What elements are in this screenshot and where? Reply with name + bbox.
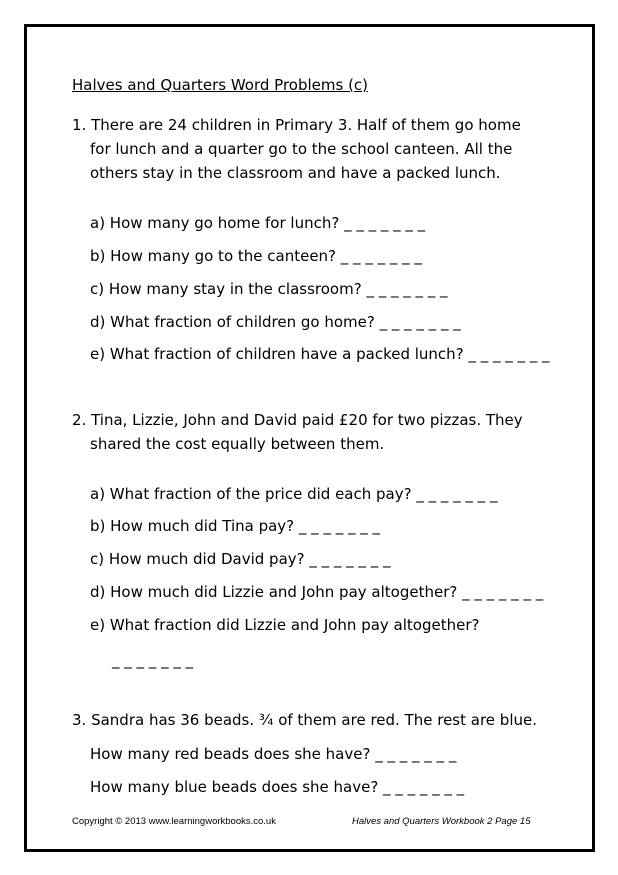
q3-line: 3. Sandra has 36 beads. ¾ of them are red. The rest are blue. [72, 711, 537, 729]
q2-line-2: shared the cost equally between them. [90, 435, 385, 453]
q1-line-3: others stay in the classroom and have a packed lunch. [90, 164, 501, 182]
q2-part-b: b) How much did Tina pay? _ _ _ _ _ _ _ [90, 517, 381, 535]
q2-part-a: a) What fraction of the price did each pay? _ _ _ _ _ _ _ [90, 485, 498, 503]
worksheet-title: Halves and Quarters Word Problems (c) [72, 76, 369, 94]
q1-line-2: for lunch and a quarter go to the school canteen. All the [90, 140, 513, 158]
q2-part-c: c) How much did David pay? _ _ _ _ _ _ _ [90, 550, 391, 568]
q1-line-1: 1. There are 24 children in Primary 3. Half of them go home [72, 116, 521, 134]
footer-workbook-page: Halves and Quarters Workbook 2 Page 15 [352, 816, 531, 827]
q3-part-blue: How many blue beads does she have? _ _ _ _ _ _ _ [90, 778, 465, 796]
q1-part-b: b) How many go to the canteen? _ _ _ _ _ _ _ [90, 247, 422, 265]
q2-part-e: e) What fraction did Lizzie and John pay altogether? [90, 616, 480, 634]
q1-part-a: a) How many go home for lunch? _ _ _ _ _ _ _ [90, 214, 426, 232]
q2-answer-blank: _ _ _ _ _ _ _ [112, 651, 194, 669]
q2-part-d: d) How much did Lizzie and John pay altogether? _ _ _ _ _ _ _ [90, 583, 544, 601]
q1-part-c: c) How many stay in the classroom? _ _ _ _ _ _ _ [90, 280, 448, 298]
q1-part-d: d) What fraction of children go home? _ _ _ _ _ _ _ [90, 313, 461, 331]
q3-part-red: How many red beads does she have? _ _ _ _ _ _ _ [90, 745, 457, 763]
footer-copyright: Copyright © 2013 www.learningworkbooks.co.uk [72, 816, 276, 827]
q2-line-1: 2. Tina, Lizzie, John and David paid £20 for two pizzas. They [72, 411, 523, 429]
q1-part-e: e) What fraction of children have a packed lunch? _ _ _ _ _ _ _ [90, 345, 550, 363]
